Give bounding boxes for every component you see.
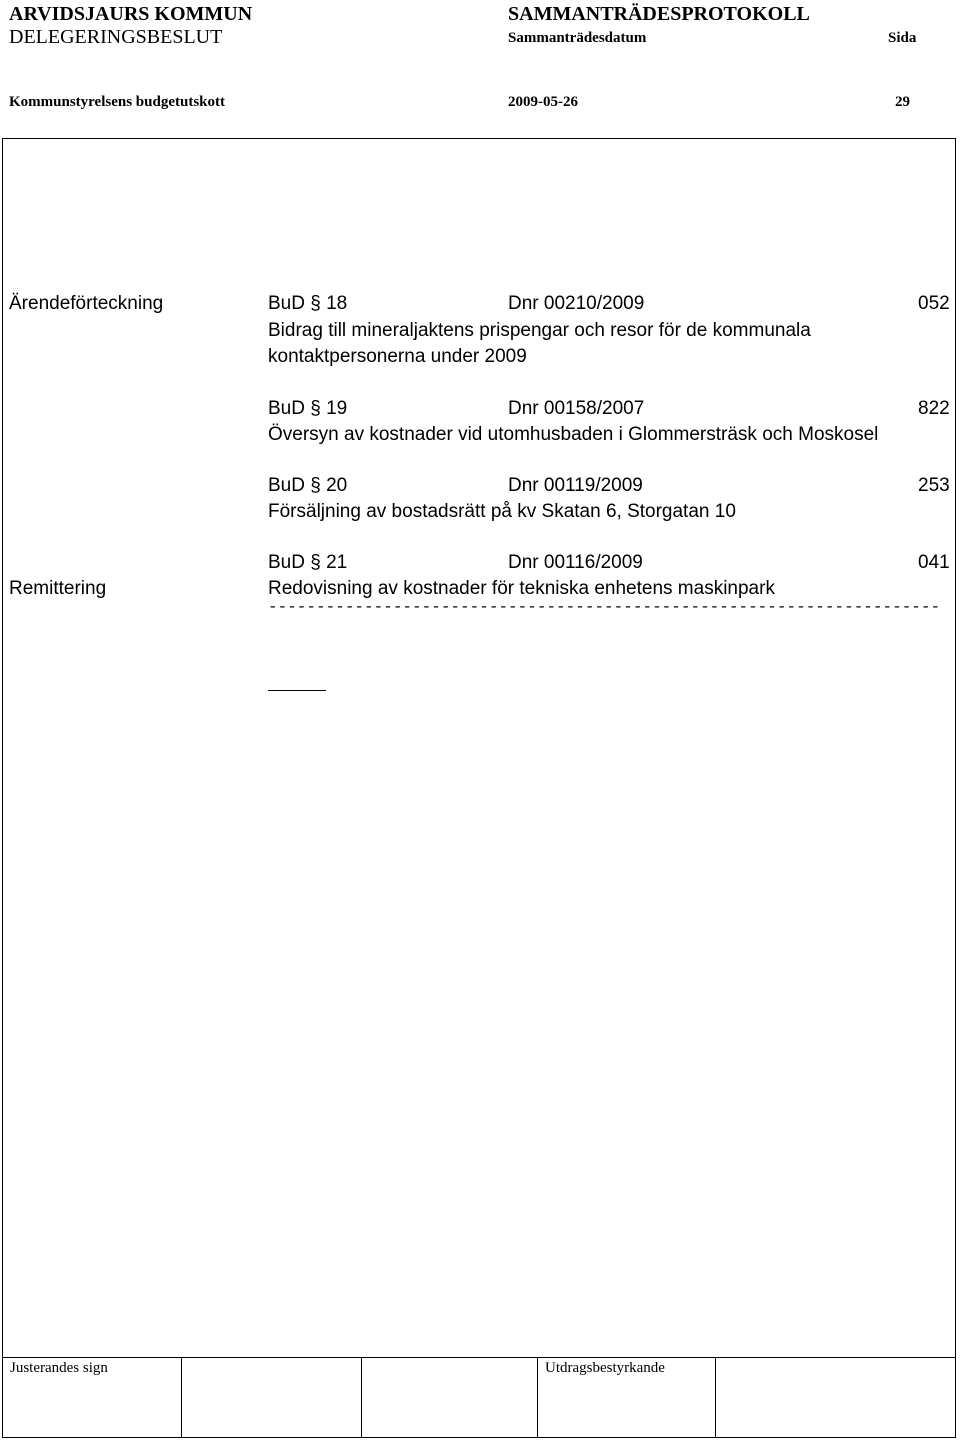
item-dnr: Dnr 00210/2009 — [508, 293, 645, 314]
item-title-line1: Översyn av kostnader vid utomhusbaden i Glommersträsk och Moskosel — [268, 424, 879, 445]
item-title-line1: Bidrag till mineraljaktens prispengar och resor för de kommunala — [268, 320, 811, 341]
org-name: ARVIDSJAURS KOMMUN — [9, 3, 253, 25]
section-arendeforteckning: Ärendeförteckning — [9, 293, 164, 314]
footer-divider — [537, 1358, 538, 1437]
footer-divider — [361, 1358, 362, 1437]
item-code: 041 — [918, 552, 950, 573]
date-label: Sammanträdesdatum — [508, 30, 647, 46]
meeting-date: 2009-05-26 — [508, 94, 578, 110]
separator-dashes: ---------------------------------------------------------------------- — [268, 598, 941, 616]
item-dnr: Dnr 00158/2007 — [508, 398, 645, 419]
item-bud: BuD § 18 — [268, 293, 348, 314]
page-label: Sida — [888, 30, 917, 46]
item-code: 052 — [918, 293, 950, 314]
item-bud: BuD § 21 — [268, 552, 348, 573]
justerandes-sign-label: Justerandes sign — [10, 1360, 108, 1376]
item-code: 822 — [918, 398, 950, 419]
item-title-line1: Redovisning av kostnader för tekniska enhetens maskinpark — [268, 578, 775, 599]
footer-box — [2, 1357, 956, 1438]
item-bud: BuD § 20 — [268, 475, 348, 496]
item-title-line2: kontaktpersonerna under 2009 — [268, 346, 527, 367]
item-code: 253 — [918, 475, 950, 496]
item-dnr: Dnr 00116/2009 — [508, 552, 643, 573]
utdragsbestyrkande-label: Utdragsbestyrkande — [545, 1360, 665, 1376]
item-title-line1: Försäljning av bostadsrätt på kv Skatan 6, Storgatan 10 — [268, 501, 736, 522]
protocol-title: SAMMANTRÄDESPROTOKOLL — [508, 3, 810, 25]
item-bud: BuD § 19 — [268, 398, 348, 419]
page-number: 29 — [895, 94, 910, 110]
item-dnr: Dnr 00119/2009 — [508, 475, 643, 496]
section-remittering: Remittering — [9, 578, 107, 599]
footer-divider — [715, 1358, 716, 1437]
footer-divider — [181, 1358, 182, 1437]
committee-name: Kommunstyrelsens budgetutskott — [9, 94, 225, 110]
doc-type: DELEGERINGSBESLUT — [9, 26, 223, 48]
short-rule — [268, 690, 326, 691]
